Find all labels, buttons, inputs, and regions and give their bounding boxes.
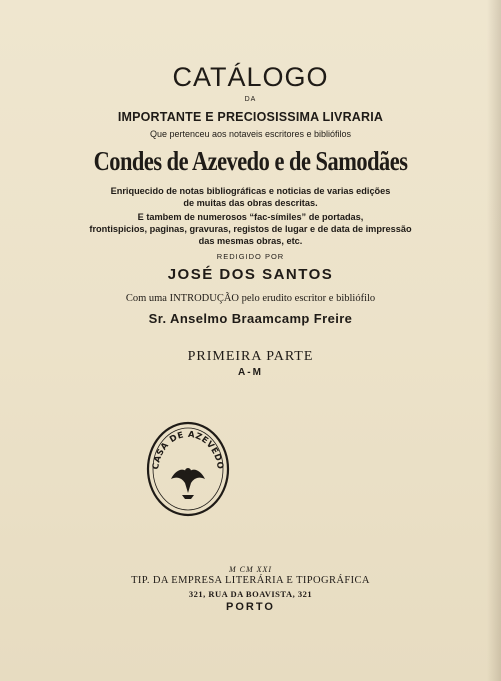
description-line: de muitas das obras descritas. <box>183 198 318 208</box>
title-connector: DA <box>244 96 257 103</box>
volume-range: A-M <box>238 367 263 378</box>
publication-city: PORTO <box>226 601 275 613</box>
printer-name: TIP. DA EMPRESA LITERÁRIA E TIPOGRÁFICA <box>131 575 370 586</box>
introduction-author: Sr. Anselmo Braamcamp Freire <box>148 311 353 326</box>
catalog-title: CATÁLOGO <box>172 62 329 92</box>
description-line: E tambem de numerosos “fac-símiles” de portadas, <box>137 212 364 222</box>
casa-de-azevedo-stamp <box>146 421 230 517</box>
publication-year: M CM XXI <box>228 565 273 574</box>
printer-address: 321, RUA DA BOAVISTA, 321 <box>188 589 313 599</box>
author-name: JOSÉ DOS SANTOS <box>167 266 334 283</box>
description-line: frontispicios, paginas, gravuras, registos de lugar e de data de impressão <box>89 224 412 234</box>
part-label: PRIMEIRA PARTE <box>187 349 314 364</box>
owners-name: Condes de Azevedo e de Samodães <box>93 146 408 176</box>
page-edge-shadow <box>487 0 501 681</box>
owners-intro: Que pertenceu aos notaveis escritores e bibliófilos <box>149 129 352 139</box>
stamp-text: CASA DE AZEVEDO <box>151 429 225 471</box>
introduction-line: Com uma INTRODUÇÃO pelo erudito escritor e bibliófilo <box>125 293 376 304</box>
edited-by-label: REDIGIDO POR <box>216 252 285 261</box>
catalog-subtitle: IMPORTANTE E PRECIOSISSIMA LIVRARIA <box>117 110 384 124</box>
eagle-icon <box>171 468 205 499</box>
description-line: Enriquecido de notas bibliográficas e noticias de varias edições <box>110 186 391 196</box>
description-line: das mesmas obras, etc. <box>198 236 303 246</box>
